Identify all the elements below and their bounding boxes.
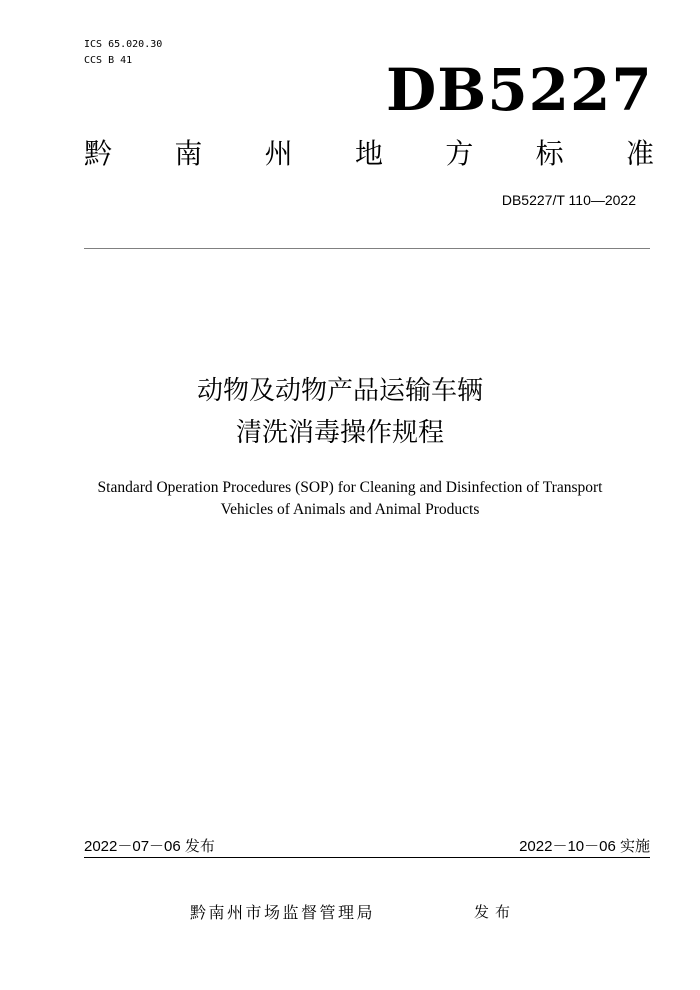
standard-type-title xyxy=(84,134,654,174)
title-char: 标 xyxy=(535,137,564,170)
footer-divider xyxy=(84,857,650,858)
title-char: 南 xyxy=(174,137,203,170)
title-char: 方 xyxy=(445,137,474,170)
release-date: 2022－07－06 发布 xyxy=(84,838,215,855)
header-divider xyxy=(84,248,650,249)
title-char: 准 xyxy=(625,137,654,170)
implementation-date: 2022－10－06 实施 xyxy=(519,838,650,855)
chinese-title-line-1: 动物及动物产品运输车辆 xyxy=(196,376,483,406)
english-title-line-2: Vehicles of Animals and Animal Products xyxy=(220,501,480,518)
english-title-line-1: Standard Operation Procedures (SOP) for Cleaning and Disinfection of Transport xyxy=(97,479,603,496)
chinese-title-line-2: 清洗消毒操作规程 xyxy=(235,418,444,448)
title-char: 地 xyxy=(354,137,383,170)
title-char: 黔 xyxy=(84,137,113,170)
issuing-authority: 黔南州市场监督管理局 xyxy=(190,903,376,922)
issue-label: 发布 xyxy=(474,903,517,921)
standard-number: DB5227/T 110—2022 xyxy=(501,192,636,208)
title-char: 州 xyxy=(264,137,293,170)
ccs-code: CCS B 41 xyxy=(84,55,133,66)
ics-code: ICS 65.020.30 xyxy=(84,39,163,50)
db-code-heading: DB5227 xyxy=(386,56,653,124)
ics-classification xyxy=(84,37,162,69)
